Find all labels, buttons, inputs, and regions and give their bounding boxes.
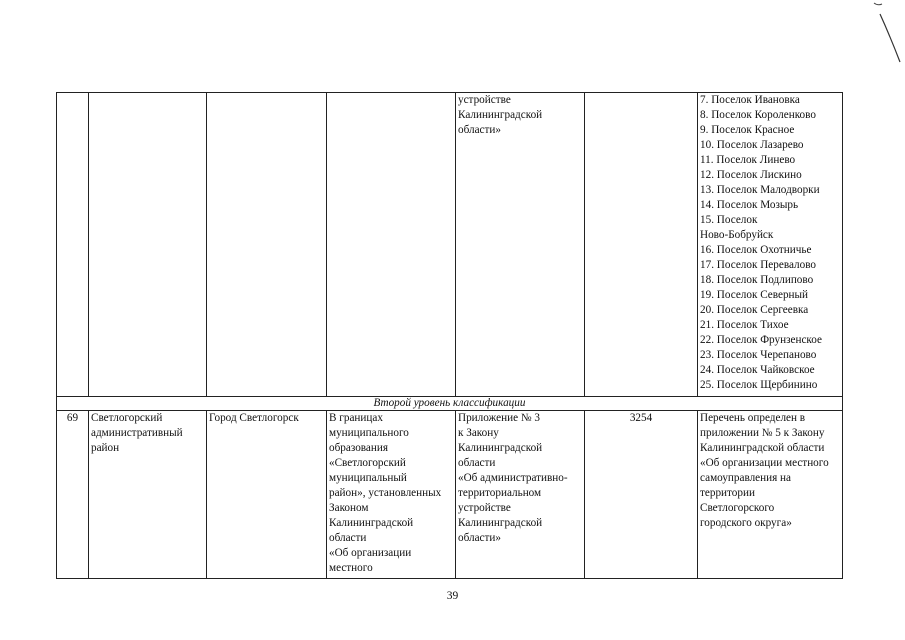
text-line: городского округа»: [700, 517, 792, 529]
text-line: Калининградской: [329, 517, 414, 529]
table-row-continuation: [57, 93, 843, 397]
cell-boundaries: [327, 411, 456, 579]
settlement-item: 7. Поселок Ивановка: [700, 94, 800, 106]
settlement-item: 18. Поселок Подлипово: [700, 274, 814, 286]
settlement-item: 24. Поселок Чайковское: [700, 364, 815, 376]
cell-boundaries-empty: [327, 93, 456, 397]
text-line: Калининградской: [458, 517, 543, 529]
cell-composition: [698, 411, 843, 579]
level-heading: Второй уровень классификации: [57, 397, 843, 411]
settlement-item: 15. Поселок: [700, 214, 758, 226]
settlement-item: 17. Поселок Перевалово: [700, 259, 816, 271]
text-line: Калининградской: [458, 442, 543, 454]
settlement-item: 20. Поселок Сергеевка: [700, 304, 809, 316]
settlement-item: 12. Поселок Лискино: [700, 169, 802, 181]
entry-number: 69: [57, 411, 89, 579]
settlement-item: 19. Поселок Северный: [700, 289, 809, 301]
settlement-item: 16. Поселок Охотничье: [700, 244, 812, 256]
text-line: образования: [329, 442, 389, 454]
cell-administrative-center: Город Светлогорск: [207, 411, 327, 579]
text-line: «Об организации: [329, 547, 412, 559]
text-line: «Светлогорский: [329, 457, 406, 469]
text-line: «Об организации местного: [700, 457, 829, 469]
text-line: территории: [700, 487, 755, 499]
classification-table: [56, 92, 843, 579]
cell-code: 3254: [585, 411, 698, 579]
cell-center-empty: [207, 93, 327, 397]
text-line: Перечень определен в: [700, 412, 806, 424]
text-line: муниципальный: [329, 472, 407, 484]
settlement-item: 21. Поселок Тихое: [700, 319, 789, 331]
cell-number-empty: [57, 93, 89, 397]
text-line: Законом: [329, 502, 369, 514]
text-line: территориальном: [458, 487, 542, 499]
cell-settlement-list: [698, 93, 843, 397]
cell-code-empty: [585, 93, 698, 397]
settlement-item: 9. Поселок Красное: [700, 124, 795, 136]
text-line: устройстве: [458, 94, 511, 106]
text-line: район: [91, 442, 120, 454]
text-line: области: [458, 457, 496, 469]
settlement-item: 10. Поселок Лазарево: [700, 139, 804, 151]
text-line: «Об административно-: [458, 472, 568, 484]
text-line: приложении № 5 к Закону: [700, 427, 825, 439]
text-line: самоуправления на: [700, 472, 792, 484]
text-line: области»: [458, 124, 501, 136]
text-line: области: [329, 532, 367, 544]
cell-law-continuation: [456, 93, 585, 397]
settlement-item: 13. Поселок Малодворки: [700, 184, 820, 196]
text-line: области»: [458, 532, 501, 544]
cell-district-name: [89, 411, 207, 579]
text-line: устройстве: [458, 502, 511, 514]
corner-pen-mark: [860, 0, 905, 80]
text-line: местного: [329, 562, 373, 574]
page-number: 39: [446, 590, 459, 602]
text-line: район», установленных: [329, 487, 442, 499]
settlement-item: 23. Поселок Черепаново: [700, 349, 817, 361]
text-line: Калининградской области: [700, 442, 825, 454]
cell-district-empty: [89, 93, 207, 397]
text-line: Калининградской: [458, 109, 543, 121]
settlement-item: 22. Поселок Фрунзенское: [700, 334, 822, 346]
text-line: к Закону: [458, 427, 499, 439]
settlement-item: Ново-Бобруйск: [700, 229, 774, 241]
text-line: В границах: [329, 412, 383, 424]
settlement-item: 11. Поселок Линево: [700, 154, 796, 166]
table-row-level-heading: [57, 397, 843, 411]
settlement-item: 25. Поселок Щербинино: [700, 379, 818, 391]
text-line: Светлогорский: [91, 412, 163, 424]
text-line: муниципального: [329, 427, 409, 439]
cell-appendix-reference: [456, 411, 585, 579]
text-line: Приложение № 3: [458, 412, 540, 424]
settlement-item: 8. Поселок Короленково: [700, 109, 816, 121]
text-line: административный: [91, 427, 183, 439]
settlement-item: 14. Поселок Мозырь: [700, 199, 799, 211]
table-row-entry: [57, 411, 843, 579]
text-line: Светлогорского: [700, 502, 775, 514]
